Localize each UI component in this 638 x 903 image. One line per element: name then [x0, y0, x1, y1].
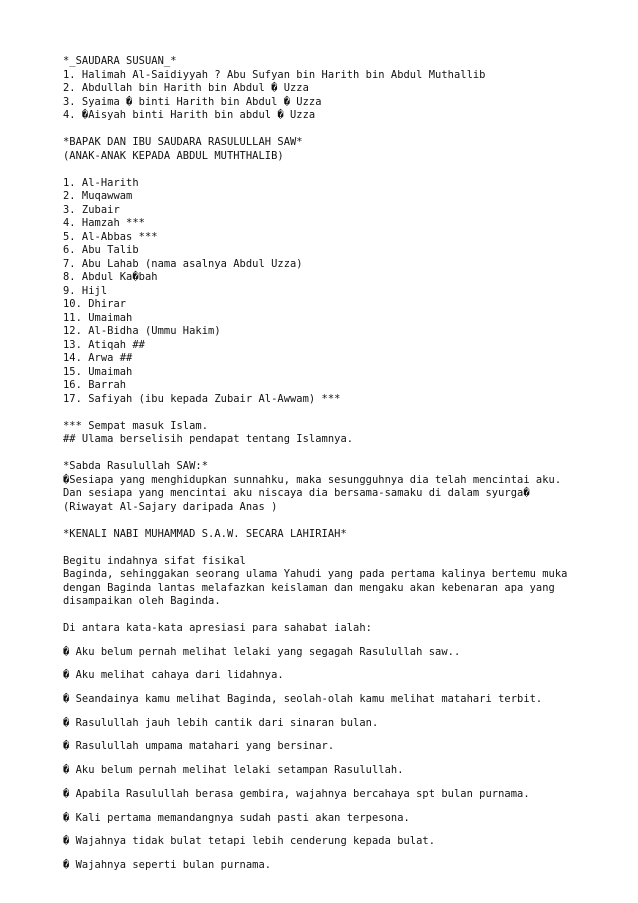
list-item: 6. Abu Talib: [63, 244, 139, 256]
section-heading-saudara-susuan: *_SAUDARA SUSUAN_*: [63, 55, 177, 67]
bullet-item: � Kali pertama memandangnya sudah pasti akan terpesona.: [63, 811, 410, 824]
list-item: 10. Dhirar: [63, 298, 127, 310]
paragraph-line: Baginda, sehinggakan seorang ulama Yahudi yang pada pertama kalinya bertemu muka: [63, 568, 568, 580]
spacer: [63, 659, 623, 669]
bullet-item: � Seandainya kamu melihat Baginda, seolah-olah kamu melihat matahari terbit.: [63, 693, 543, 706]
spacer: [63, 609, 623, 623]
list-item: 12. Al-Bidha (Ummu Hakim): [63, 325, 221, 337]
list-item: 9. Hijl: [63, 284, 108, 297]
list-item: 7. Abu Lahab (nama asalnya Abdul Uzza): [63, 257, 303, 270]
section-heading-apresiasi: Di antara kata-kata apresiasi para sahabat ialah:: [63, 622, 372, 634]
bullet-item: � Aku melihat cahaya dari lidahnya.: [63, 669, 284, 682]
list-item: 1. Al-Harith: [63, 176, 139, 189]
paragraph-line: dengan Baginda lantas melafazkan keislaman dan mengaku akan kebenaran apa yang: [63, 581, 555, 594]
paragraph-line: (Riwayat Al-Sajary daripada Anas ): [63, 500, 278, 513]
spacer: [63, 406, 623, 420]
spacer: [63, 754, 623, 764]
paragraph-line: �Sesiapa yang menghidupkan sunnahku, maka sesungguhnya dia telah mencintai aku.: [63, 473, 562, 486]
list-item: 2. Abdullah bin Harith bin Abdul � Uzza: [63, 82, 309, 94]
spacer: [63, 123, 623, 137]
spacer: [63, 778, 623, 788]
spacer: [63, 541, 623, 555]
list-item: 1. Halimah Al-Saidiyyah ? Abu Sufyan bin Harith bin Abdul Muthallib: [63, 68, 486, 81]
spacer: [63, 163, 623, 177]
spacer: [63, 825, 623, 835]
bullet-item: � Rasulullah jauh lebih cantik dari sinaran bulan.: [63, 716, 379, 729]
spacer: [63, 801, 623, 811]
bullet-item: � Wajahnya seperti bulan purnama.: [63, 858, 272, 871]
section-heading-bapak-ibu: *BAPAK DAN IBU SAUDARA RASULULLAH SAW*: [63, 136, 303, 148]
section-heading-sabda: *Sabda Rasulullah SAW:*: [63, 460, 209, 472]
bullet-item: � Rasulullah umpama matahari yang bersinar.: [63, 740, 335, 753]
paragraph-line: Dan sesiapa yang mencintai aku niscaya dia bersama-samaku di dalam syurga�: [63, 487, 530, 499]
spacer: [63, 514, 623, 528]
spacer: [63, 636, 623, 646]
section-subheading-bapak-ibu: (ANAK-ANAK KEPADA ABDUL MUTHTHALIB): [63, 149, 284, 162]
list-item: 3. Zubair: [63, 203, 120, 216]
spacer: [63, 683, 623, 693]
list-item: 5. Al-Abbas ***: [63, 230, 158, 243]
list-item: 16. Barrah: [63, 379, 127, 391]
list-item: 11. Umaimah: [63, 311, 133, 324]
spacer: [63, 707, 623, 717]
spacer: [63, 849, 623, 859]
paragraph-line: Begitu indahnya sifat fisikal: [63, 554, 246, 567]
list-item: 17. Safiyah (ibu kepada Zubair Al-Awwam) ***: [63, 392, 341, 405]
spacer: [63, 447, 623, 461]
paragraph-line: disampaikan oleh Baginda.: [63, 595, 221, 607]
list-item: 13. Atiqah ##: [63, 338, 145, 351]
list-item: 8. Abdul Ka�bah: [63, 271, 158, 283]
list-item: 2. Muqawwam: [63, 190, 133, 202]
bullet-item: � Aku belum pernah melihat lelaki yang segagah Rasulullah saw..: [63, 645, 461, 658]
bullet-item: � Apabila Rasulullah berasa gembira, wajahnya bercahaya spt bulan purnama.: [63, 787, 530, 800]
section-heading-kenali-nabi: *KENALI NABI MUHAMMAD S.A.W. SECARA LAHIRIAH*: [63, 527, 347, 540]
list-item: 3. Syaima � binti Harith bin Abdul � Uzza: [63, 95, 322, 108]
footnote: ## Ulama berselisih pendapat tentang Islamnya.: [63, 433, 354, 445]
list-item: 4. Hamzah ***: [63, 217, 145, 229]
list-item: 4. �Aisyah binti Harith bin abdul � Uzza: [63, 109, 316, 121]
list-item: 14. Arwa ##: [63, 352, 133, 364]
document-text: [63, 55, 623, 872]
footnote: *** Sempat masuk Islam.: [63, 419, 209, 432]
bullet-item: � Wajahnya tidak bulat tetapi lebih cenderung kepada bulat.: [63, 835, 436, 848]
spacer: [63, 730, 623, 740]
bullet-item: � Aku belum pernah melihat lelaki setampan Rasulullah.: [63, 764, 404, 777]
list-item: 15. Umaimah: [63, 365, 133, 378]
